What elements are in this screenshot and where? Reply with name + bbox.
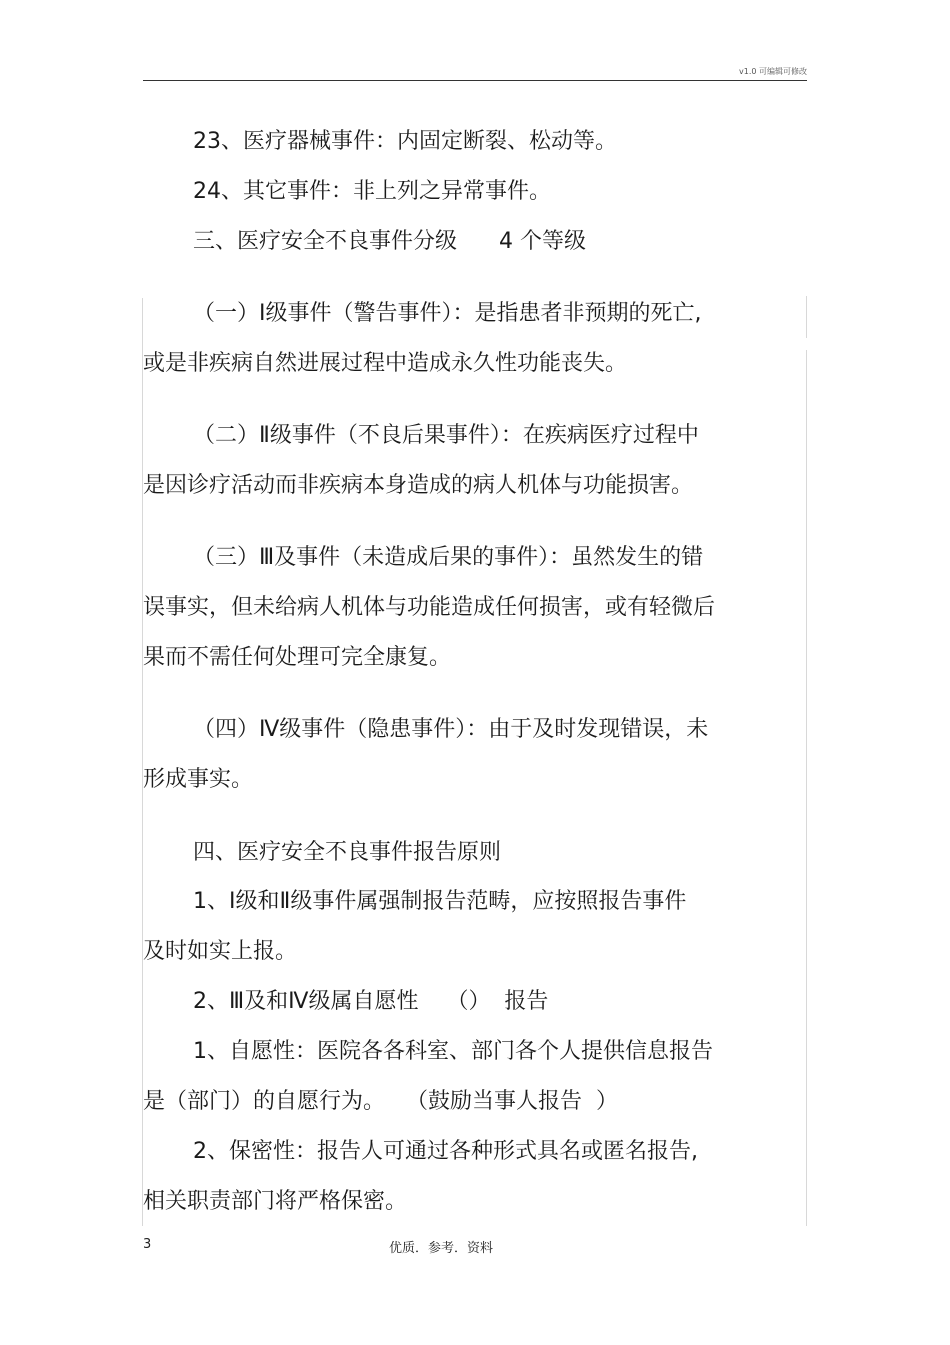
text-line: 是（部门）的自愿行为。 （鼓励当事人报告 ） (143, 1089, 618, 1114)
text-line: （三）Ⅲ及事件（未造成后果的事件）：虽然发生的错 (193, 545, 704, 570)
text-line: 相关职责部门将严格保密。 (143, 1189, 408, 1214)
text-line: 果而不需任何处理可完全康复。 (143, 645, 452, 670)
footer-text: 优质．参考．资料 (389, 1241, 494, 1256)
text-line: （四）Ⅳ级事件（隐患事件）：由于及时发现错误，未 (193, 717, 709, 742)
right-margin-line (806, 296, 807, 338)
text-line: 1、自愿性：医院各各科室、部门各个人提供信息报告 (193, 1039, 713, 1064)
text-line: 误事实，但未给病人机体与功能造成任何损害，或有轻微后 (143, 595, 716, 620)
text-line: 或是非疾病自然进展过程中造成永久性功能丧失。 (143, 351, 628, 376)
text-line: 是因诊疗活动而非疾病本身造成的病人机体与功能损害。 (143, 473, 694, 498)
page-number: 3 (143, 1237, 152, 1252)
text-line: 及时如实上报。 (143, 939, 298, 964)
text-line: 1、Ⅰ级和Ⅱ级事件属强制报告范畴，应按照报告事件 (193, 889, 687, 914)
section-heading: 三、医疗安全不良事件分级 4 个等级 (193, 229, 586, 254)
text-line: （二）Ⅱ级事件（不良后果事件）：在疾病医疗过程中 (193, 423, 699, 448)
text-line: 形成事实。 (143, 767, 254, 792)
header-rule (143, 80, 807, 81)
text-line: 2、保密性：报告人可通过各种形式具名或匿名报告, (193, 1139, 698, 1164)
version-note: v1.0 可编辑可修改 (739, 67, 807, 76)
text-line: 24、其它事件：非上列之异常事件。 (193, 179, 551, 204)
right-margin-line (806, 350, 807, 1226)
section-heading: 四、医疗安全不良事件报告原则 (193, 840, 502, 865)
text-line: 23、医疗器械事件：内固定断裂、松动等。 (193, 129, 617, 154)
text-line: 2、Ⅲ及和Ⅳ级属自愿性 （） 报告 (193, 989, 549, 1014)
text-line: （一）Ⅰ级事件（警告事件）：是指患者非预期的死亡, (193, 301, 702, 326)
